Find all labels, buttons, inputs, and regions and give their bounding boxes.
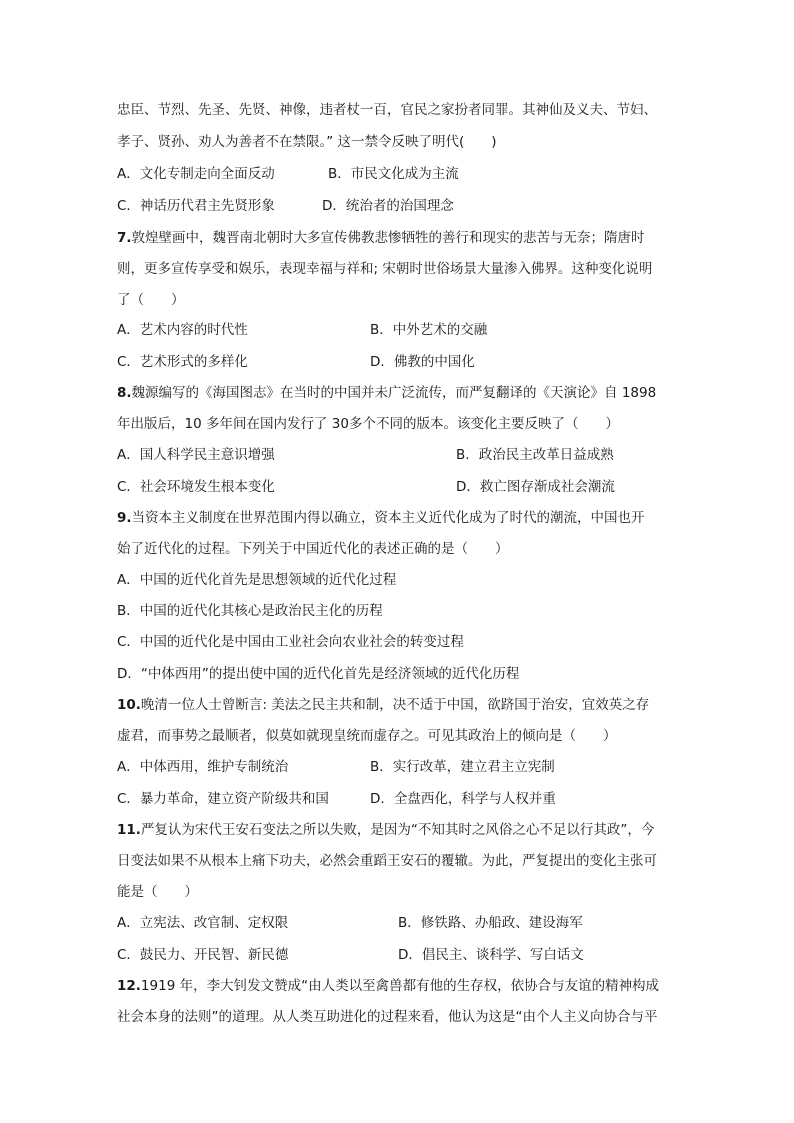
q9-option-b: B．中国的近代化其核心是政治民主化的历程 <box>117 603 383 619</box>
q11-option-d: D．倡民主、谈科学、写白话文 <box>398 947 584 963</box>
q11-option-b: B．修铁路、办船政、建设海军 <box>398 915 583 931</box>
q12-number: 12. <box>117 978 141 994</box>
q10-option-a: A．中体西用，维护专制统治 <box>117 759 289 775</box>
q10-line-2: 虚君，而事势之最顺者，似莫如就现皇统而虚存之。可见其政治上的倾向是（ ） <box>117 728 617 744</box>
q7-option-b: B．中外艺术的交融 <box>370 322 488 338</box>
q10-option-c: C．暴力革命，建立资产阶级共和国 <box>117 791 329 807</box>
q9-option-d: D．“中体西用”的提出使中国的近代化首先是经济领域的近代化历程 <box>117 666 520 682</box>
q10-number: 10. <box>117 697 141 713</box>
q11-option-c: C．鼓民力、开民智、新民德 <box>117 947 289 963</box>
q6-option-a: A．文化专制走向全面反动 <box>117 166 275 182</box>
q6-option-d: D．统治者的治国理念 <box>322 198 454 214</box>
q9-line-1 <box>117 508 645 528</box>
q7-line-3: 了（ ） <box>117 292 185 308</box>
q10-option-b: B．实行改革，建立君主立宪制 <box>370 759 555 775</box>
q8-line-1 <box>117 383 656 403</box>
q7-option-c: C．艺术形式的多样化 <box>117 354 248 370</box>
q9-text-1: 当资本主义制度在世界范围内得以确立，资本主义近代化成为了时代的潮流，中国也开 <box>131 510 645 526</box>
q8-text-1: 魏源编写的《海国图志》在当时的中国并未广泛流传，而严复翻译的《天演论》自 1898 <box>131 385 657 401</box>
q6-option-c: C．神话历代君主先贤形象 <box>117 198 275 214</box>
q12-line-1 <box>117 976 659 996</box>
q8-line-2: 年出版后，10 多年间在国内发行了 30多个不同的版本。该变化主要反映了（ ） <box>117 416 619 432</box>
q7-line-2: 则，更多宣传享受和娱乐，表现幸福与祥和; 宋朝时世俗场景大量渗入佛界。这种变化说明 <box>117 261 653 277</box>
q12-line-2: 社会本身的法则”的道理。从人类互助进化的过程来看，他认为这是“由个人主义向协合与平 <box>117 1009 658 1025</box>
q10-text-1: 晚清一位人士曾断言: 美法之民主共和制，决不适于中国，欲跻国于治安，宜效英之存 <box>140 697 650 713</box>
q7-text-1: 敦煌壁画中，魏晋南北朝时大多宣传佛教悲惨牺牲的善行和现实的悲苦与无奈；隋唐时 <box>131 230 645 246</box>
q9-option-a: A．中国的近代化首先是思想领域的近代化过程 <box>117 572 397 588</box>
q6-line-2: 孝子、贤孙、劝人为善者不在禁限。” 这一禁令反映了明代( ) <box>117 134 497 150</box>
q7-option-d: D．佛教的中国化 <box>370 354 475 370</box>
q12-text-1: 1919 年，李大钊发文赞成“由人类以至禽兽都有他的生存权，依协合与友谊的精神构成 <box>140 978 660 994</box>
q11-text-1: 严复认为宋代王安石变法之所以失败，是因为“不知其时之风俗之心不足以行其政”，今 <box>140 822 655 838</box>
q7-line-1 <box>117 228 645 248</box>
q6-line-1: 忠臣、节烈、先圣、先贤、神像，违者杖一百，官民之家扮者同罪。其神仙及义夫、节妇、 <box>117 102 657 118</box>
q8-option-d: D．救亡图存渐成社会潮流 <box>456 479 615 495</box>
q7-option-a: A．艺术内容的时代性 <box>117 322 248 338</box>
q9-line-2: 始了近代化的过程。下列关于中国近代化的表述正确的是（ ） <box>117 541 509 557</box>
q9-option-c: C．中国的近代化是中国由工业社会向农业社会的转变过程 <box>117 634 464 650</box>
q7-number: 7. <box>117 230 132 246</box>
q8-option-b: B．政治民主改革日益成熟 <box>456 447 614 463</box>
q9-number: 9. <box>117 510 132 526</box>
q8-option-a: A．国人科学民主意识增强 <box>117 447 275 463</box>
q11-option-a: A．立宪法、改官制、定权限 <box>117 915 289 931</box>
q11-line-2: 日变法如果不从根本上痛下功夫，必然会重蹈王安石的覆辙。为此，严复提出的变化主张可 <box>117 853 657 869</box>
q11-line-1 <box>117 820 654 840</box>
q8-number: 8. <box>117 385 132 401</box>
q11-number: 11. <box>117 822 141 838</box>
q10-option-d: D．全盘西化，科学与人权并重 <box>370 791 556 807</box>
q11-line-3: 能是（ ） <box>117 884 198 900</box>
q8-option-c: C．社会环境发生根本变化 <box>117 479 275 495</box>
q10-line-1 <box>117 695 649 715</box>
q6-option-b: B．市民文化成为主流 <box>328 166 459 182</box>
